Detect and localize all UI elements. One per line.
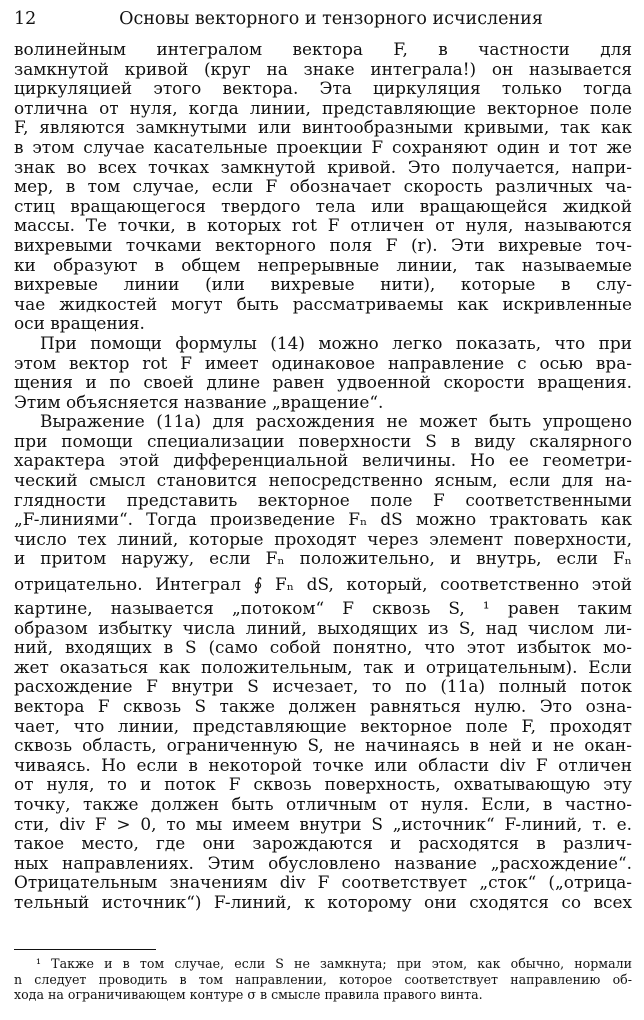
text-line: в этом случае касательные проекции F сохраняют один и тот же [14, 136, 632, 157]
text-line: этом вектор rot F имеет одинаковое направление с осью вра- [14, 352, 632, 373]
footnote [14, 956, 632, 1003]
text-line: знак во всех точках замкнутой кривой. Это получается, напри- [14, 156, 632, 177]
text-line: характера этой дифференциальной величины. Но ее геометри- [14, 450, 632, 471]
text-line: картине, называется „потоком“ F сквозь S, ¹ равен таким [14, 598, 632, 619]
running-title: Основы векторного и тензорного исчисления [119, 9, 543, 29]
text-line: волинейным интегралом вектора F, в частности для [14, 39, 632, 59]
page-number: 12 [14, 9, 37, 29]
text-line: F, являются замкнутыми или винтообразными кривыми, так как [14, 117, 632, 138]
text-line: от нуля, то и поток F сквозь поверхность, охватывающую эту [14, 774, 632, 795]
text-line: Этим объясняется название „вращение“. [14, 391, 384, 412]
text-line: отрицательно. Интеграл ∮ Fₙ dS, который, соответственно этой [14, 574, 632, 595]
text-line: при помощи специализации поверхности S в виду скалярного [14, 430, 632, 451]
text-line: отлична от нуля, когда линии, представляющие векторное поле [14, 97, 632, 118]
footnote-line: ¹ Также и в том случае, если S не замкнута; при этом, как обычно, нормали [36, 956, 632, 971]
running-header [14, 8, 632, 30]
text-line: ных направлениях. Этим обусловлено название „расхождение“. [14, 852, 632, 873]
text-line: точку, также должен быть отличным от нуля. Если, в частно- [14, 793, 632, 814]
text-line: щения и по своей длине равен удвоенной скорости вращения. [14, 372, 632, 393]
text-line: и притом наружу, если Fₙ положительно, и внутрь, если Fₙ [14, 548, 632, 569]
footnote-rule [14, 949, 156, 950]
text-line: жет оказаться как положительным, так и отрицательным). Если [14, 656, 632, 677]
text-line: Выражение (11a) для расхождения не может быть упрощено [40, 411, 632, 432]
main-text [14, 40, 632, 913]
text-line: циркуляцией этого вектора. Эта циркуляция только тогда [14, 78, 632, 99]
text-line: стиц вращающегося твердого тела или вращающейся жидкой [14, 195, 632, 216]
text-line: ки образуют в общем непрерывные линии, так называемые [14, 254, 632, 275]
text-line: оси вращения. [14, 313, 145, 334]
text-line: вихревыми точками векторного поля F (r). Эти вихревые точ- [14, 234, 632, 255]
footnote-line: хода на ограничивающем контуре σ в смысле правила правого винта. [14, 987, 483, 1002]
text-line: расхождение F внутри S исчезает, то по (11a) полный поток [14, 676, 632, 697]
text-line: вектора F сквозь S также должен равняться нулю. Это озна- [14, 696, 632, 716]
text-line: „F-линиями“. Тогда произведение Fₙ dS можно трактовать как [14, 509, 632, 530]
text-line: ний, входящих в S (само собой понятно, что этот избыток мо- [14, 637, 632, 658]
text-line: глядности представить векторное поле F соответственными [14, 489, 632, 510]
text-line: Отрицательным значениям div F соответствует „сток“ („отрица- [14, 872, 632, 893]
text-line: ческий смысл становится непосредственно ясным, если для на- [14, 470, 632, 491]
text-line: число тех линий, которые проходят через элемент поверхности, [14, 528, 632, 549]
text-line: массы. Те точки, в которых rot F отличен от нуля, называются [14, 215, 632, 236]
text-line: сти, div F > 0, то мы имеем внутри S „источник“ F-линий, т. е. [14, 813, 632, 834]
text-line: чает, что линии, представляющие векторное поле F, проходят [14, 715, 632, 736]
text-line: тельный источник“) F-линий, к которому они сходятся со всех [14, 891, 632, 912]
footnote-line: n следует проводить в том направлении, которое соответствует направлению об- [14, 971, 632, 987]
text-line: замкнутой кривой (круг на знаке интеграла!) он называется [14, 58, 632, 79]
text-line: чиваясь. Но если в некоторой точке или области div F отличен [14, 754, 632, 775]
text-line: вихревые линии (или вихревые нити), которые в слу- [14, 274, 632, 295]
text-line: При помощи формулы (14) можно легко показать, что при [40, 332, 632, 353]
text-line: чае жидкостей могут быть рассматриваемы как искривленные [14, 293, 632, 314]
text-line: сквозь область, ограниченную S, не начинаясь в ней и не окан- [14, 735, 632, 756]
text-line: образом избытку числа линий, выходящих из S, над числом ли- [14, 617, 632, 638]
text-line: такое место, где они зарождаются и расходятся в различ- [14, 833, 632, 854]
text-line: мер, в том случае, если F обозначает скорость различных ча- [14, 176, 632, 197]
